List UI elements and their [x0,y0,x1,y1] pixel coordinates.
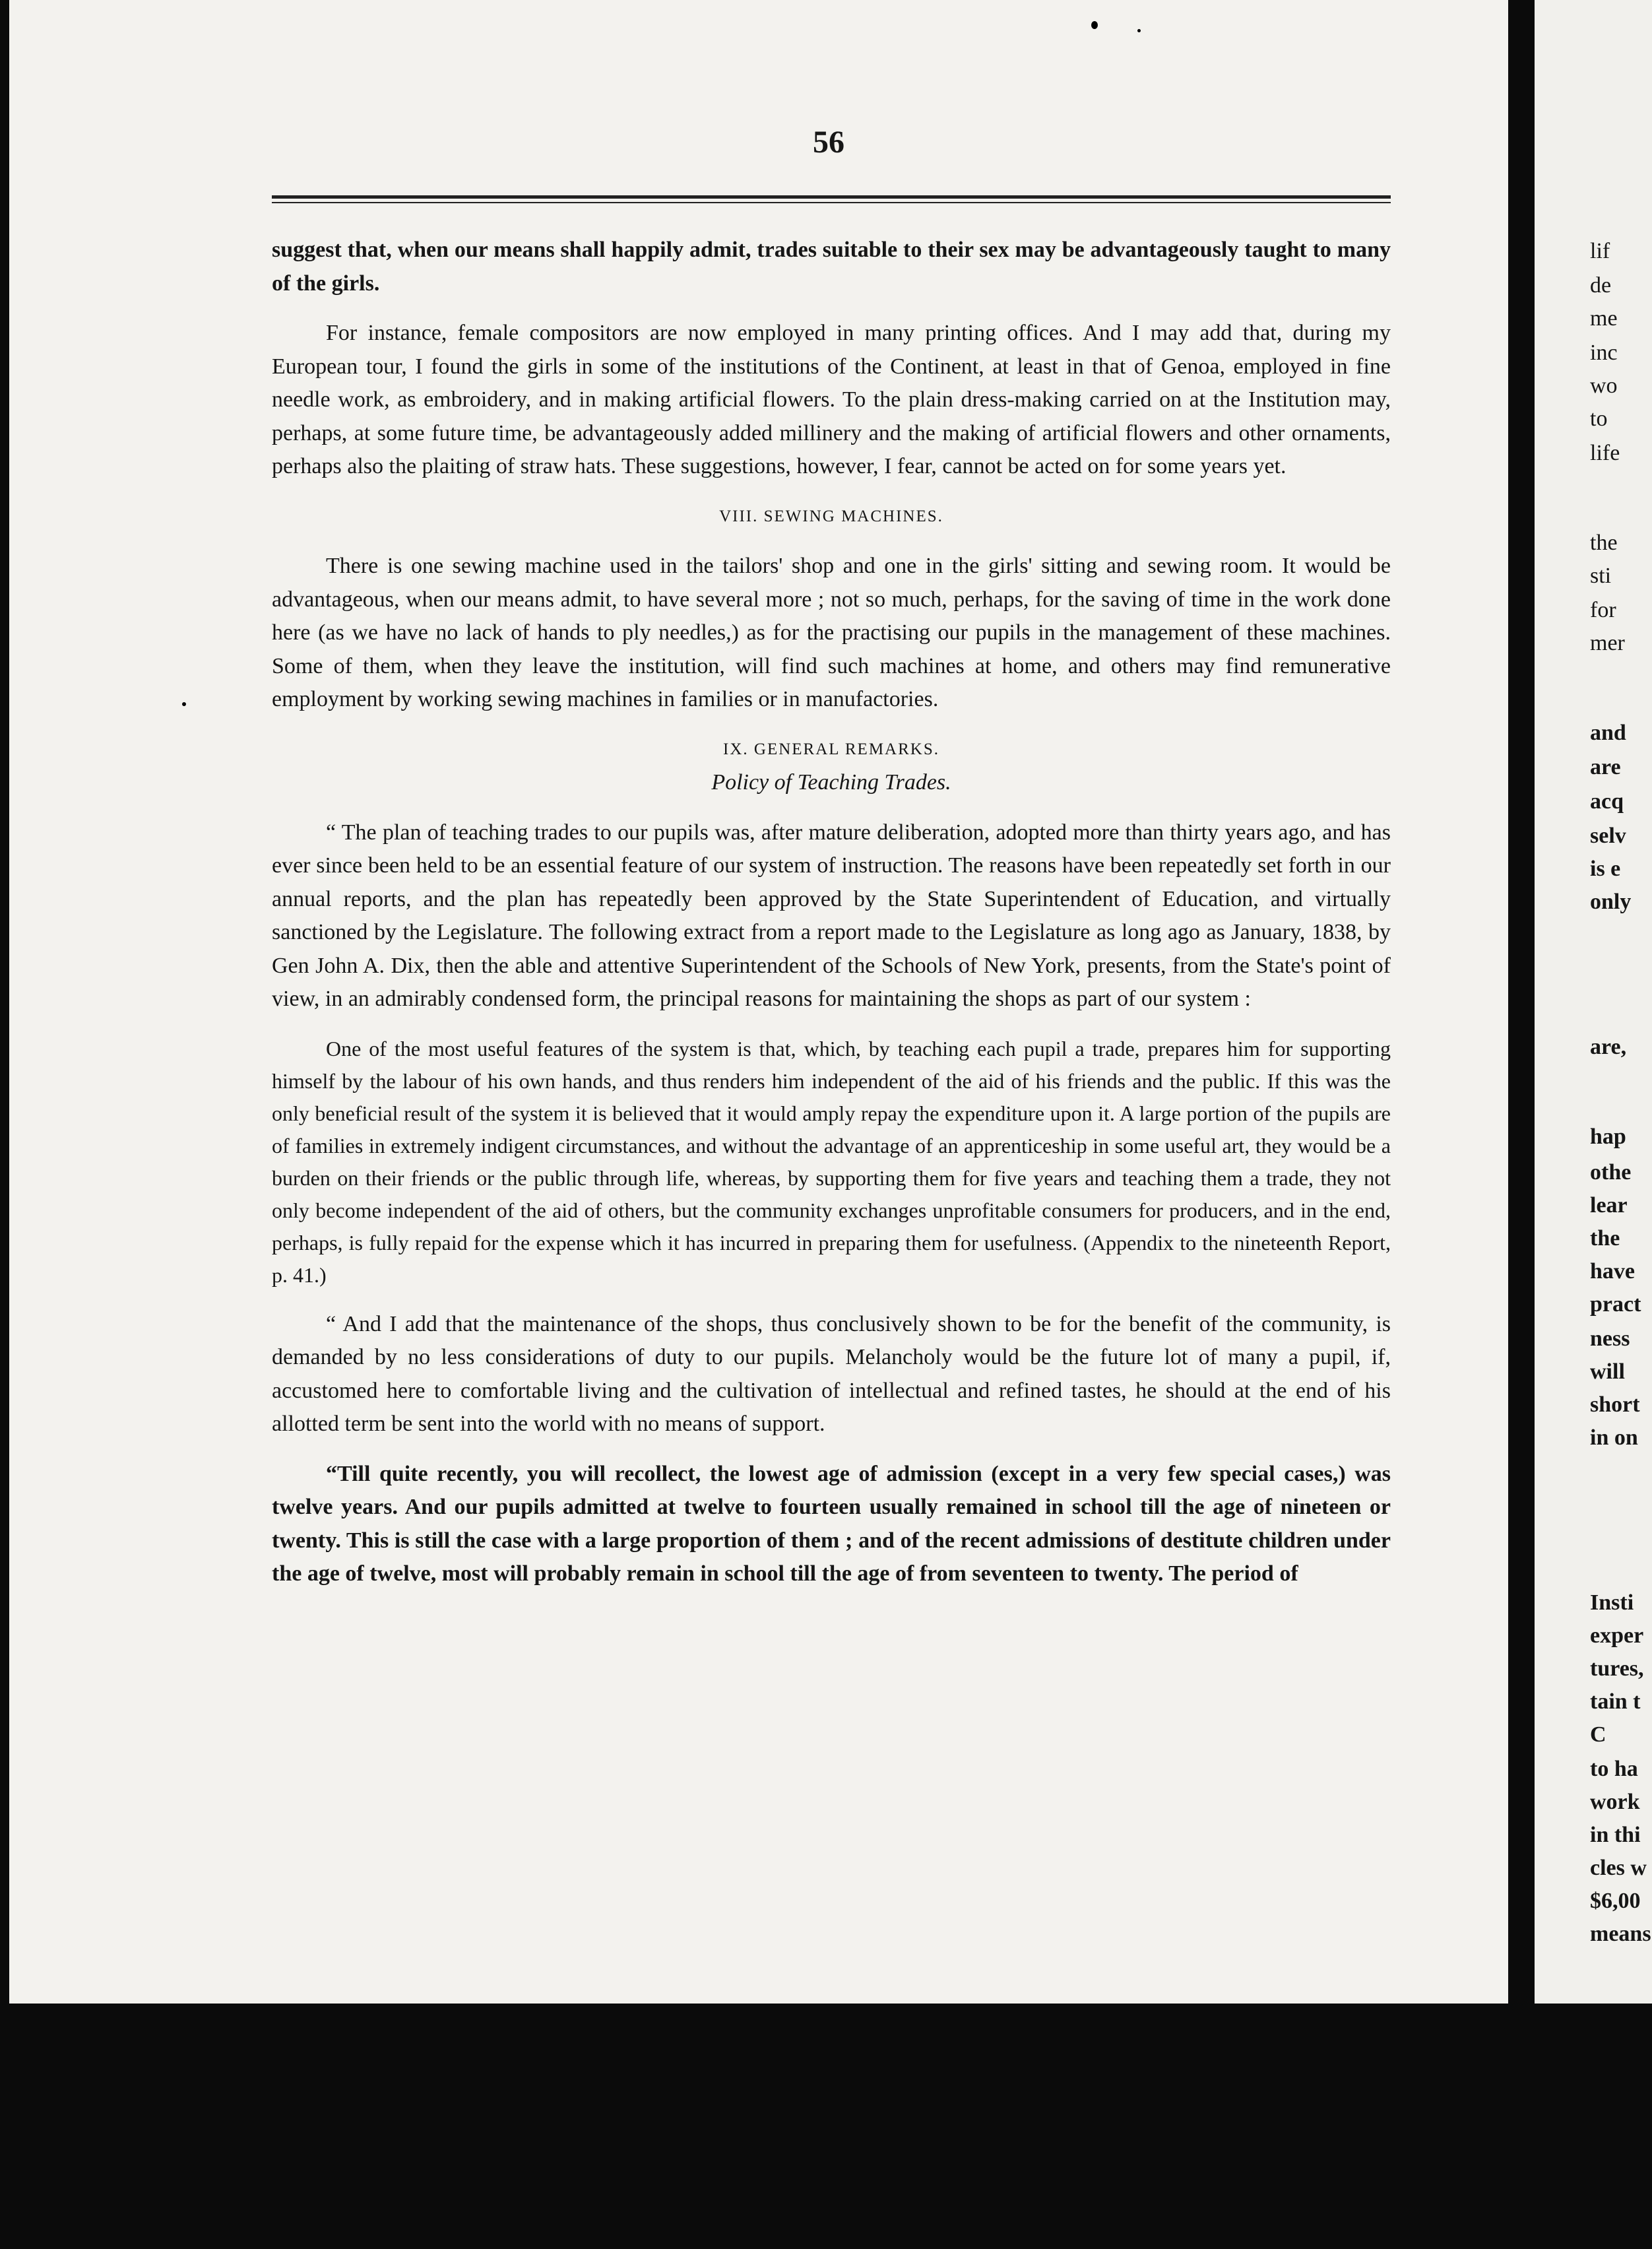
paragraph-female-compositors: For instance, female compositors are now employed in many printing offices. And I may add that, during my European tour, I found the girls in some of the institutions of the Continent, at least in that of Genoa, employed in fine needle work, as embroidery, and in making artificial flowers. To the plain dress-making carried on at the Institution may, perhaps, at some future time, be advantageously added millinery and the making of artificial flowers and other ornaments, perhaps also the plaiting of straw hats. These suggestions, however, I fear, cannot be acted on for some years yet. [272,321,1391,478]
adjacent-page-fragment: to [1590,407,1608,431]
adjacent-page-fragment: Insti [1590,1590,1634,1615]
ink-speck [1091,21,1098,29]
adjacent-page-fragment: $6,00 [1590,1889,1641,1913]
adjacent-page-fragment: will [1590,1359,1625,1384]
adjacent-page-fragment: ness [1590,1326,1630,1351]
adjacent-page-fragment: cles w [1590,1856,1647,1880]
adjacent-page-fragment: only [1590,890,1632,914]
page-body [272,234,1391,1591]
paragraph-maintenance-of-shops: “ And I add that the maintenance of the shops, thus conclusively shown to be for the benefit of the community, is demanded by no less considerations of duty to our pupils. Melancholy would be the future lot of many a pupil, if, accustomed here to comfortable living and the cultivation of intellectual and refined tastes, he should at the end of his allotted term be sent into the world with no means of support. [272,1311,1391,1436]
adjacent-page-fragment: to ha [1590,1757,1638,1781]
sub-heading-policy: Policy of Teaching Trades. [711,770,951,795]
adjacent-page-fragment: tures, [1590,1656,1644,1681]
adjacent-page-fragment: are, [1590,1035,1627,1059]
page-number: 56 [813,125,844,160]
ink-speck [1137,29,1141,32]
adjacent-page-fragment: the [1590,1226,1620,1251]
adjacent-page-fragment: and [1590,721,1626,745]
adjacent-page-fragment: in on [1590,1425,1638,1450]
adjacent-page-fragment: in thi [1590,1823,1641,1847]
adjacent-page-fragment: short [1590,1392,1640,1417]
header-rule-thin [272,202,1391,203]
adjacent-page-fragment: life [1590,441,1620,465]
adjacent-page-fragment: lif [1590,239,1610,263]
adjacent-page-fragment: me [1590,306,1618,331]
adjacent-page-fragment: othe [1590,1160,1632,1185]
header-rule [272,195,1391,199]
paragraph-age-of-admission: “Till quite recently, you will recollect, the lowest age of admission (except in a very few special cases,) was twelve years. And our pupils admitted at twelve to fourteen usually remained in school till the age of nineteen or twenty. This is still the case with a large proportion of them ; and of the recent admissions of destitute children under the age of twelve, most will probably remain in school till the age of from seventeen to twenty. The period of [272,1461,1391,1586]
adjacent-page-fragment: means [1590,1922,1651,1946]
paragraph-plan-of-teaching: “ The plan of teaching trades to our pupils was, after mature deliberation, adopted more than thirty years ago, and has ever since been held to be an essential feature of our system of instruction. The reasons have been repeatedly set forth in our annual reports, and the plan has repeatedly been approved by the State Superintendent of Education, and virtually sanctioned by the Legislature. The following extract from a report made to the Legislature as long ago as January, 1838, by Gen John A. Dix, then the able and attentive Superintendent of the Schools of New York, presents, from the State's point of view, in an admirably condensed form, the principal reasons for maintaining the shops as part of our system : [272,820,1391,1011]
paragraph-continuation: suggest that, when our means shall happily admit, trades suitable to their sex may be advantageously taught to many of the girls. [272,238,1391,296]
adjacent-page-fragment: acq [1590,789,1624,814]
adjacent-page-fragment: are [1590,755,1621,779]
document-page [9,0,1508,2004]
adjacent-page-fragment: mer [1590,631,1625,655]
paragraph-dix-extract: One of the most useful features of the system is that, which, by teaching each pupil a trade, prepares him for supporting himself by the labour of his own hands, and thus renders him independent of the aid of his friends and the public. If this was the only beneficial result of the system it is believed that it would amply repay the expenditure upon it. A large portion of the pupils are of families in extremely indigent circumstances, and without the advantage of an apprenticeship in some useful art, they would be a burden on their friends or the public through life, whereas, by supporting them for five years and teaching them a trade, they not only become independent of the aid of others, but the community exchanges unprofitable consumers for producers, and in the end, perhaps, is fully repaid for the expense which it has incurred in preparing them for usefulness. (Appendix to the nineteenth Report, p. 41.) [272,1036,1391,1287]
adjacent-page-fragment: is e [1590,857,1621,881]
adjacent-page-fragment: C [1590,1722,1606,1747]
adjacent-page-fragment: de [1590,273,1612,298]
adjacent-page-fragment: tain t [1590,1689,1641,1714]
adjacent-page-fragment: work [1590,1790,1640,1814]
adjacent-page-fragment: pract [1590,1292,1641,1317]
adjacent-page-fragment: for [1590,598,1616,622]
section-heading-general-remarks: IX. GENERAL REMARKS. [723,740,939,758]
section-heading-sewing-machines: VIII. SEWING MACHINES. [719,507,943,525]
adjacent-page-fragment: sti [1590,564,1612,588]
paragraph-sewing-machines: There is one sewing machine used in the tailors' shop and one in the girls' sitting and sewing room. It would be advantageous, when our means admit, to have several more ; not so much, perhaps, for the saving of time in the work done here (as we have no lack of hands to ply needles,) as for the practising our pupils in the management of these machines. Some of them, when they leave the institution, will find such machines at home, and others may find remunerative employment by working sewing machines in families or in manufactories. [272,554,1391,711]
adjacent-page-fragment: lear [1590,1193,1628,1218]
adjacent-page-fragment: selv [1590,824,1626,848]
adjacent-page-fragment: the [1590,531,1618,555]
adjacent-page-fragment: inc [1590,341,1618,365]
adjacent-page [1535,0,1652,2004]
adjacent-page-fragment: exper [1590,1623,1644,1648]
adjacent-page-fragment: wo [1590,374,1618,398]
adjacent-page-fragment: hap [1590,1124,1626,1149]
ink-speck [182,702,186,706]
adjacent-page-fragment: have [1590,1259,1635,1284]
